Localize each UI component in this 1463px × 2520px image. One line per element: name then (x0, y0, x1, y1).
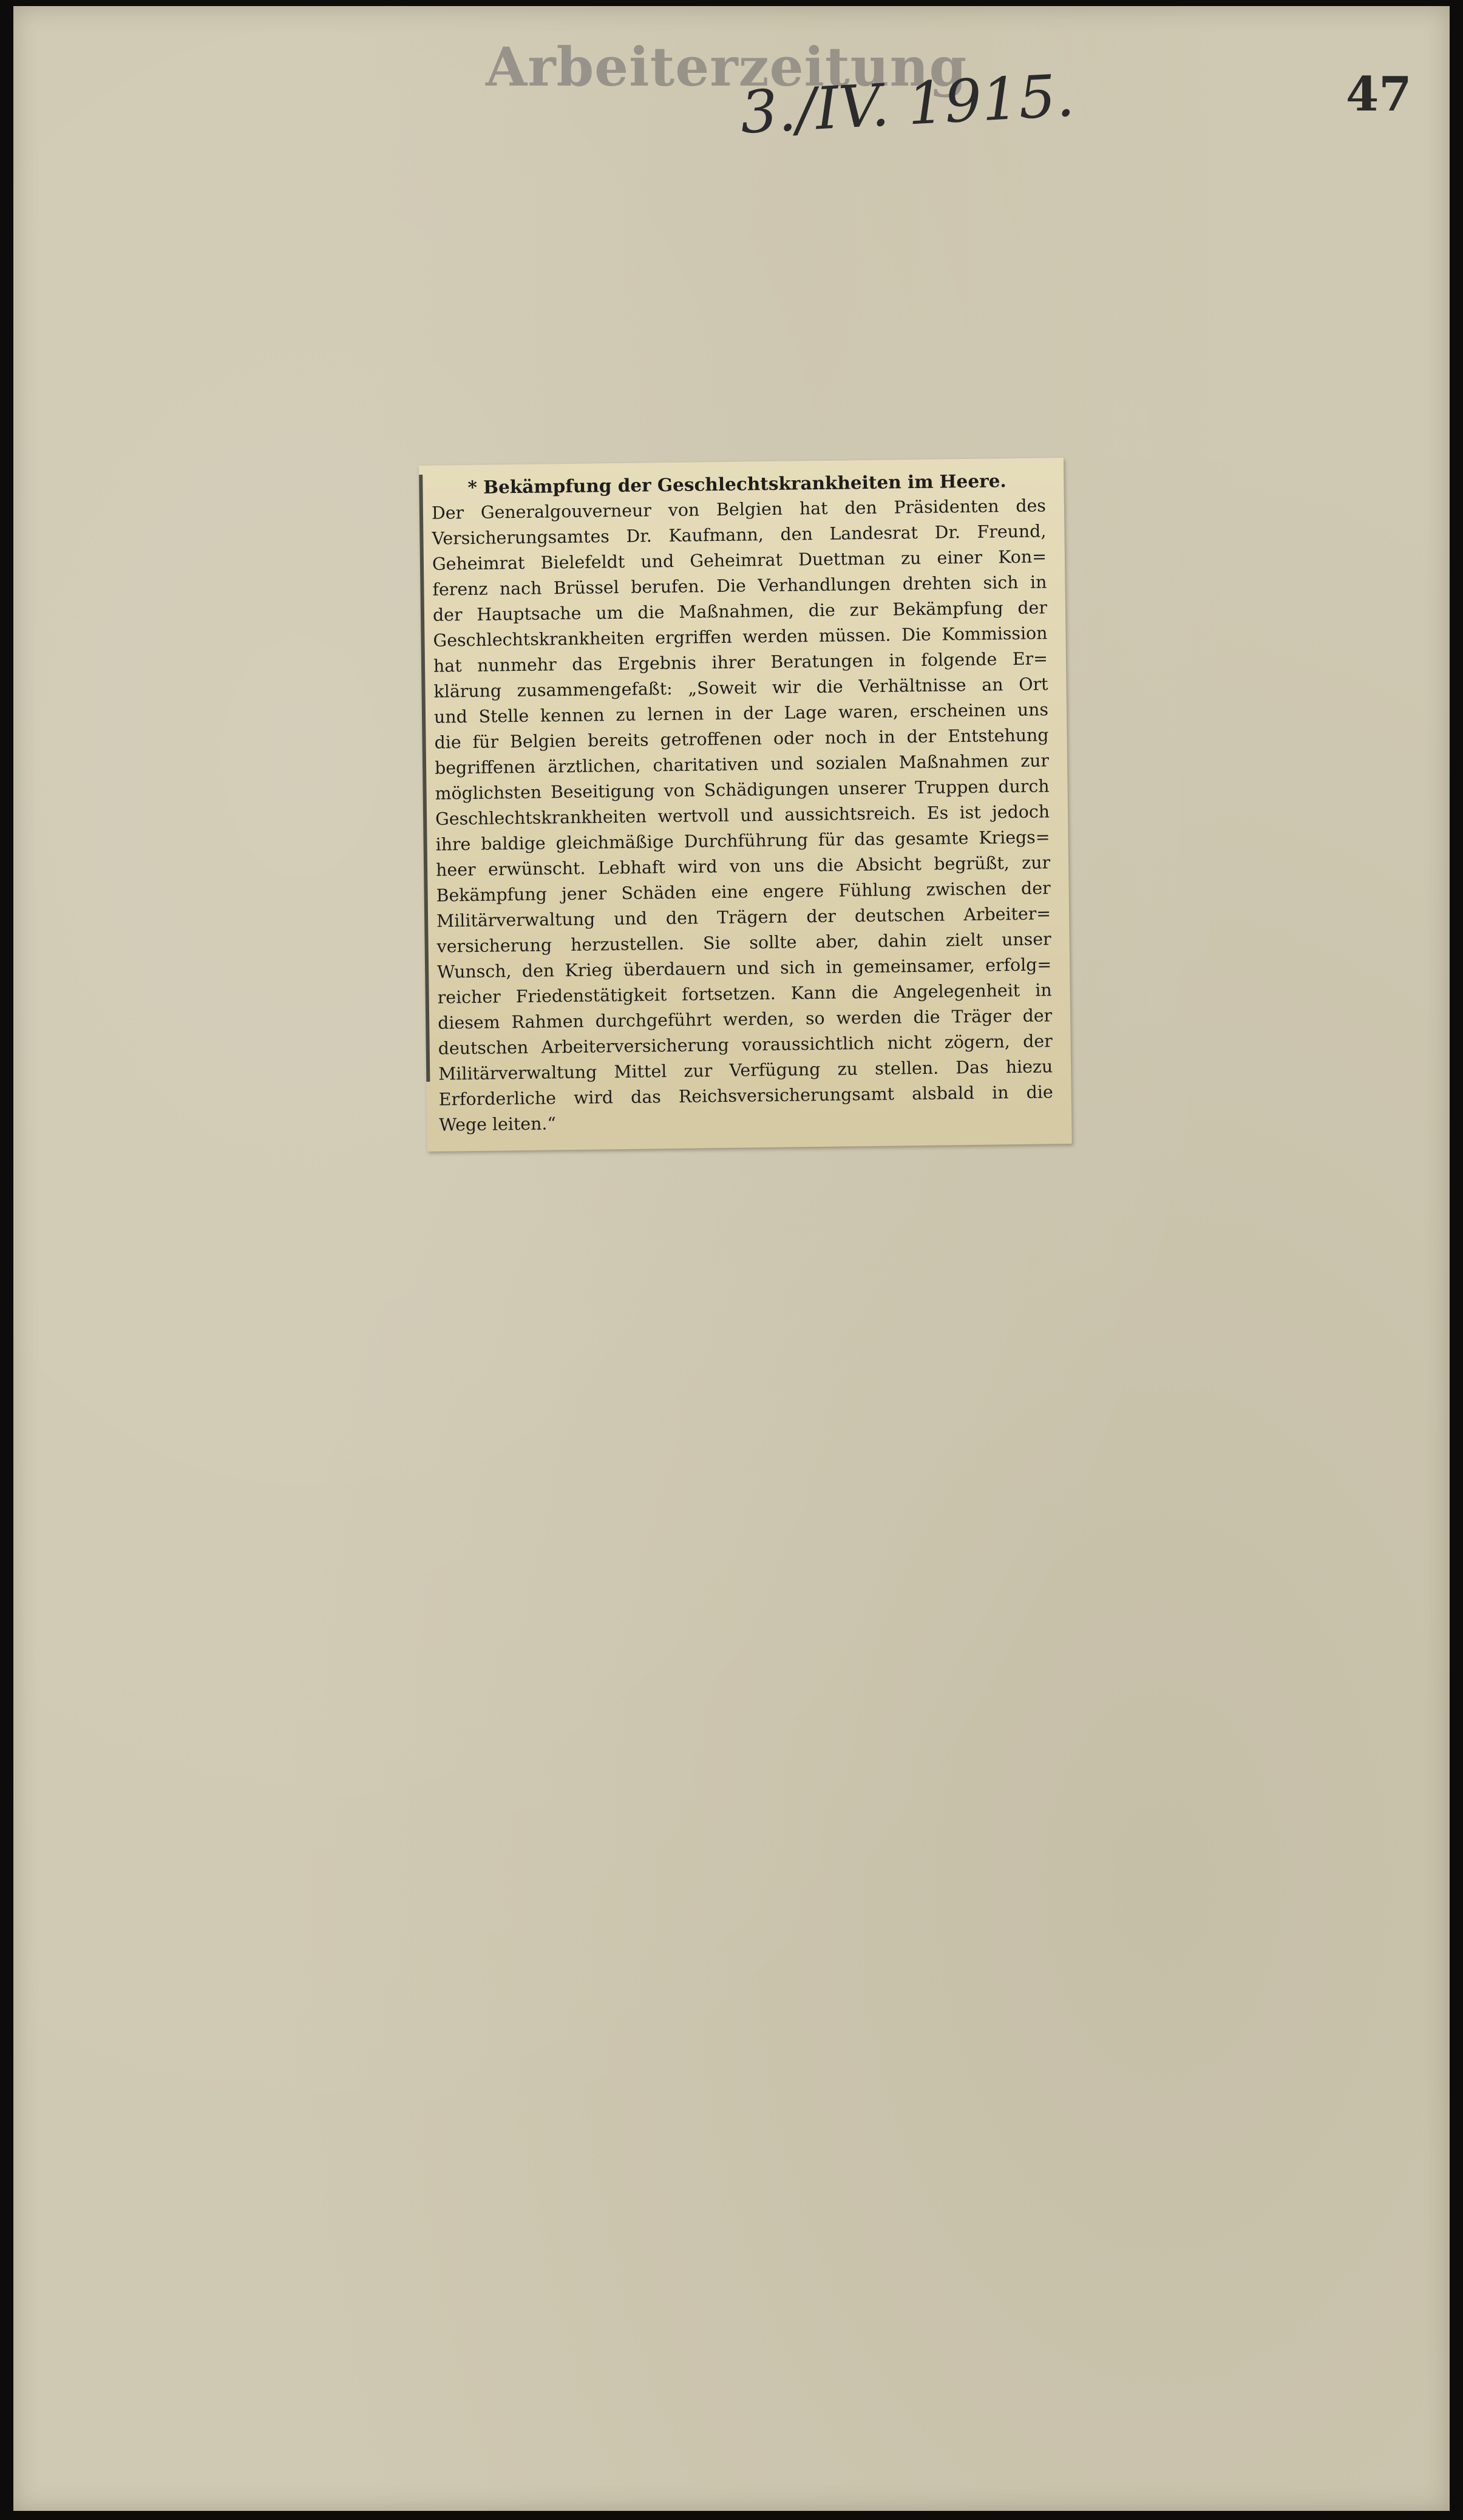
article-line: Wunsch, den Krieg überdauern und sich in gemeinsamer, erfolg= (436, 954, 1052, 982)
article-line: Militärverwaltung Mittel zur Verfügung zu stellen. Das hiezu (438, 1056, 1053, 1084)
article-line: deutschen Arbeiterversicherung voraussichtlich nicht zögern, der (438, 1031, 1053, 1059)
article-line: heer erwünscht. Lebhaft wird von uns die Absicht begrüßt, zur (435, 852, 1051, 880)
article-line: Geheimrat Bielefeldt und Geheimrat Duettman zu einer Kon= (432, 546, 1047, 574)
newspaper-clipping (419, 458, 1072, 1152)
article-line: reicher Friedenstätigkeit fortsetzen. Kann die Angelegenheit in (437, 980, 1052, 1008)
article-line: Versicherungsamtes Dr. Kaufmann, den Landesrat Dr. Freund, (432, 521, 1047, 549)
clipping-column-rule (419, 475, 430, 1082)
article-line: ferenz nach Brüssel berufen. Die Verhandlungen drehten sich in (432, 572, 1047, 600)
article-line: möglichsten Beseitigung von Schädigungen unserer Truppen durch (435, 776, 1050, 804)
article-line: begriffenen ärztlichen, charitativen und sozialen Maßnahmen zur (434, 750, 1050, 778)
article-line: ihre baldige gleichmäßige Durchführung für das gesamte Kriegs= (435, 827, 1050, 855)
archive-sheet (13, 6, 1450, 2511)
article-line: die für Belgien bereits getroffenen oder noch in der Entstehung (434, 725, 1049, 753)
article-line: Wege leiten.“ (439, 1113, 557, 1135)
article-line: hat nunmehr das Ergebnis ihrer Beratungen in folgende Er= (433, 648, 1048, 676)
article-line: und Stelle kennen zu lernen in der Lage waren, erscheinen uns (433, 699, 1049, 727)
article-headline: * Bekämpfung der Geschlechtskrankheiten im Heere. (467, 470, 1006, 498)
article-line: diesem Rahmen durchgeführt werden, so werden die Träger der (438, 1005, 1053, 1033)
article-line: Bekämpfung jener Schäden eine engere Fühlung zwischen der (436, 878, 1051, 906)
article-line: Militärverwaltung und den Trägern der deutschen Arbeiter= (436, 903, 1051, 931)
article-line: versicherung herzustellen. Sie sollte aber, dahin zielt unser (436, 929, 1051, 957)
article-line: Geschlechtskrankheiten wertvoll und aussichtsreich. Es ist jedoch (435, 801, 1050, 829)
article-line: Der Generalgouverneur von Belgien hat den Präsidenten des (431, 495, 1047, 523)
handwritten-date: 3./IV. 1915. (739, 61, 1076, 147)
article-line: Geschlechtskrankheiten ergriffen werden müssen. Die Kommission (433, 623, 1048, 651)
page-number: 47 (1346, 67, 1412, 122)
newspaper-stamp: Arbeiterzeitung (486, 35, 968, 98)
clipping-text (431, 467, 1053, 1138)
article-line: Erforderliche wird das Reichsversicherungsamt alsbald in die (438, 1082, 1053, 1110)
article-line: klärung zusammengefaßt: „Soweit wir die Verhältnisse an Ort (433, 674, 1048, 702)
article-line: der Hauptsache um die Maßnahmen, die zur Bekämpfung der (432, 597, 1048, 625)
